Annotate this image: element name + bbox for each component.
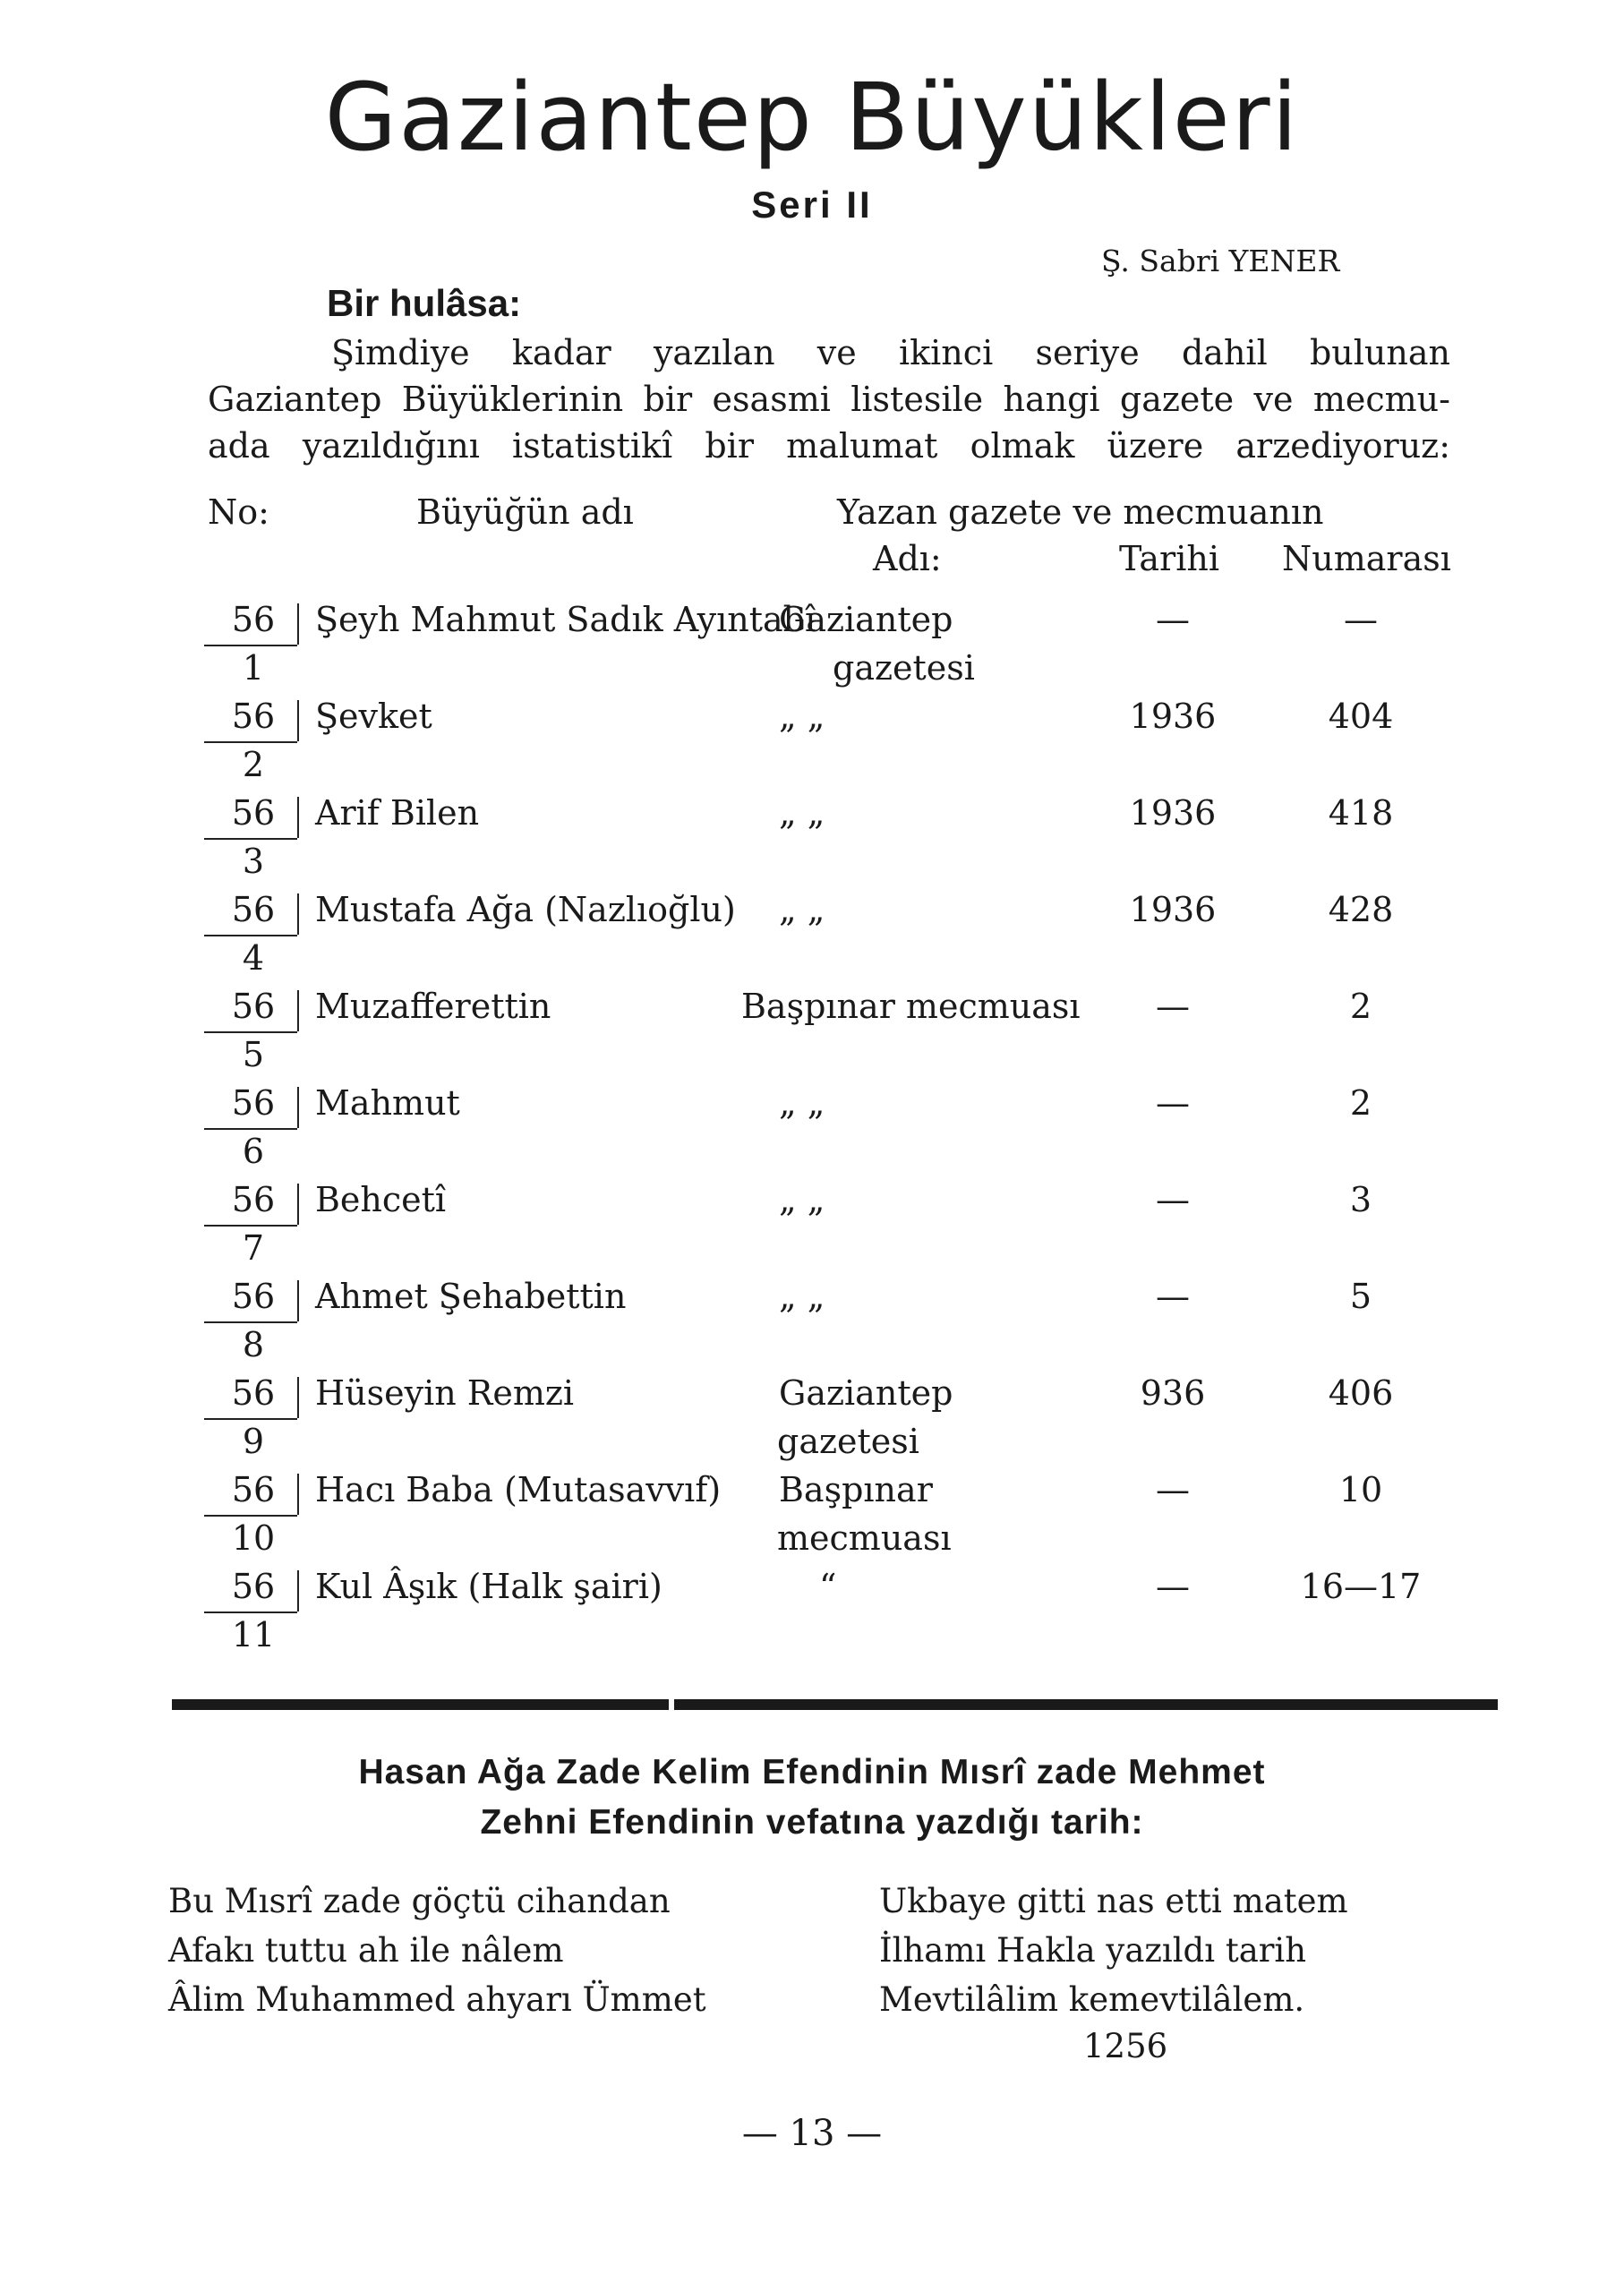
subtitle-line-1: Hasan Ağa Zade Kelim Efendinin Mısrî zade Mehmet <box>358 1753 1266 1791</box>
row-source: „ „ <box>779 1277 825 1316</box>
header-number: Numarası <box>1282 539 1451 578</box>
fraction-line <box>204 1031 297 1033</box>
row-date: 1936 <box>1129 890 1217 929</box>
fraction-line <box>204 1128 297 1130</box>
poem-year: 1256 <box>1083 2027 1168 2065</box>
fraction-bar <box>297 1087 299 1128</box>
row-number-top: 56 <box>231 1567 276 1606</box>
fraction-line <box>204 741 297 743</box>
row-number-top: 56 <box>231 1373 276 1413</box>
fraction-line <box>204 1418 297 1420</box>
poem-left-1: Bu Mısrî zade göçtü cihandan <box>168 1882 671 1920</box>
row-number: 406 <box>1328 1373 1394 1413</box>
row-number-top: 56 <box>231 1180 276 1219</box>
row-name: Hacı Baba (Mutasavvıf) <box>315 1470 722 1509</box>
poem-left-3: Âlim Muhammed ahyarı Ümmet <box>168 1980 706 2019</box>
row-number-bottom: 9 <box>242 1422 265 1461</box>
fraction-bar <box>297 700 299 741</box>
row-number-bottom: 8 <box>242 1325 265 1364</box>
row-number-bottom: 7 <box>242 1228 265 1268</box>
subtitle-line-2: Zehni Efendinin vefatına yazdığı tarih: <box>480 1803 1144 1842</box>
author-name: Ş. Sabri YENER <box>1101 244 1340 278</box>
header-source-name: Adı: <box>873 539 942 578</box>
fraction-line <box>204 935 297 936</box>
fraction-bar <box>297 1184 299 1225</box>
row-number-top: 56 <box>231 1277 276 1316</box>
row-number: — <box>1344 600 1378 639</box>
row-number: 16—17 <box>1300 1567 1422 1606</box>
fraction-bar <box>297 1570 299 1611</box>
row-date: — <box>1156 1567 1190 1606</box>
row-date: — <box>1156 600 1190 639</box>
row-number-top: 56 <box>231 600 276 639</box>
row-source: Başpınar <box>779 1470 933 1509</box>
row-date: 936 <box>1140 1373 1206 1413</box>
row-number: 5 <box>1349 1277 1372 1316</box>
header-no: No: <box>208 492 269 532</box>
row-number-top: 56 <box>231 697 276 736</box>
row-number-bottom: 4 <box>242 938 265 978</box>
fraction-line <box>204 1321 297 1323</box>
row-date: 1936 <box>1129 793 1217 833</box>
row-source-cont: mecmuası <box>777 1518 952 1558</box>
row-source: “ <box>819 1567 837 1606</box>
intro-line-2: Gaziantep Büyüklerinin bir esasmi listesile hangi gazete ve mecmu- <box>208 380 1450 419</box>
row-date: — <box>1156 1083 1190 1123</box>
row-date: 1936 <box>1129 697 1217 736</box>
header-date: Tarihi <box>1119 539 1219 578</box>
row-source: „ „ <box>779 793 825 833</box>
intro-line-3: ada yazıldığını istatistikî bir malumat olmak üzere arzediyoruz: <box>208 426 1450 466</box>
row-number-top: 56 <box>231 1083 276 1123</box>
fraction-line <box>204 838 297 840</box>
header-name: Büyüğün adı <box>416 492 634 532</box>
row-source: Başpınar mecmuası <box>741 987 1081 1026</box>
row-source: Gaziantep <box>779 1373 953 1413</box>
fraction-line <box>204 1515 297 1517</box>
row-name: Ahmet Şehabettin <box>315 1277 627 1316</box>
fraction-line <box>204 1225 297 1227</box>
series-label: Seri II <box>751 184 873 226</box>
row-name: Muzafferettin <box>315 987 551 1026</box>
fraction-bar <box>297 1377 299 1418</box>
fraction-bar <box>297 797 299 838</box>
row-number-top: 56 <box>231 793 276 833</box>
row-source: „ „ <box>779 1180 825 1219</box>
row-name: Hüseyin Remzi <box>315 1373 575 1413</box>
row-date: — <box>1156 987 1190 1026</box>
row-source-cont: gazetesi <box>833 648 975 688</box>
row-number-top: 56 <box>231 890 276 929</box>
section-heading: Bir hulâsa: <box>327 282 522 324</box>
row-number-bottom: 10 <box>231 1518 276 1558</box>
row-number: 3 <box>1349 1180 1372 1219</box>
divider-rule <box>674 1699 1498 1710</box>
fraction-bar <box>297 1474 299 1515</box>
fraction-line <box>204 1611 297 1613</box>
row-date: — <box>1156 1277 1190 1316</box>
fraction-line <box>204 645 297 646</box>
row-source: „ „ <box>779 697 825 736</box>
row-number: 428 <box>1328 890 1394 929</box>
row-date: — <box>1156 1470 1190 1509</box>
row-name: Kul Âşık (Halk şairi) <box>315 1567 662 1606</box>
row-number: 404 <box>1328 697 1394 736</box>
row-name: Şevket <box>315 697 432 736</box>
row-source: „ „ <box>779 890 825 929</box>
row-name: Arif Bilen <box>315 793 480 833</box>
row-source: „ „ <box>779 1083 825 1123</box>
fraction-bar <box>297 1280 299 1321</box>
poem-left-2: Afakı tuttu ah ile nâlem <box>168 1931 564 1970</box>
divider-rule <box>172 1699 669 1710</box>
row-number-bottom: 3 <box>242 842 265 881</box>
row-number-bottom: 5 <box>242 1035 265 1074</box>
page-number: — 13 — <box>741 2113 883 2154</box>
row-number: 2 <box>1349 1083 1372 1123</box>
row-number-bottom: 11 <box>231 1615 276 1654</box>
row-number: 10 <box>1338 1470 1383 1509</box>
fraction-bar <box>297 990 299 1031</box>
row-number: 2 <box>1349 987 1372 1026</box>
row-source-cont: gazetesi <box>777 1422 919 1461</box>
poem-right-3: Mevtilâlim kemevtilâlem. <box>879 1980 1305 2019</box>
row-number: 418 <box>1328 793 1394 833</box>
fraction-bar <box>297 603 299 645</box>
row-name: Mustafa Ağa (Nazlıoğlu) <box>315 890 736 929</box>
header-source: Yazan gazete ve mecmuanın <box>837 492 1324 532</box>
fraction-bar <box>297 893 299 935</box>
row-number-top: 56 <box>231 1470 276 1509</box>
row-source: Gaziantep <box>779 600 953 639</box>
row-number-top: 56 <box>231 987 276 1026</box>
row-number-bottom: 2 <box>242 745 265 784</box>
poem-right-1: Ukbaye gitti nas etti matem <box>879 1882 1348 1920</box>
row-name: Behcetî <box>315 1180 447 1219</box>
row-name: Şeyh Mahmut Sadık Ayıntabî <box>315 600 816 639</box>
row-number-bottom: 6 <box>242 1132 265 1171</box>
poem-right-2: İlhamı Hakla yazıldı tarih <box>879 1931 1307 1970</box>
intro-line-1: Şimdiye kadar yazılan ve ikinci seriye dahil bulunan <box>331 333 1450 372</box>
row-name: Mahmut <box>315 1083 460 1123</box>
row-number-bottom: 1 <box>242 648 265 688</box>
row-date: — <box>1156 1180 1190 1219</box>
page-title: Gaziantep Büyükleri <box>324 63 1300 172</box>
